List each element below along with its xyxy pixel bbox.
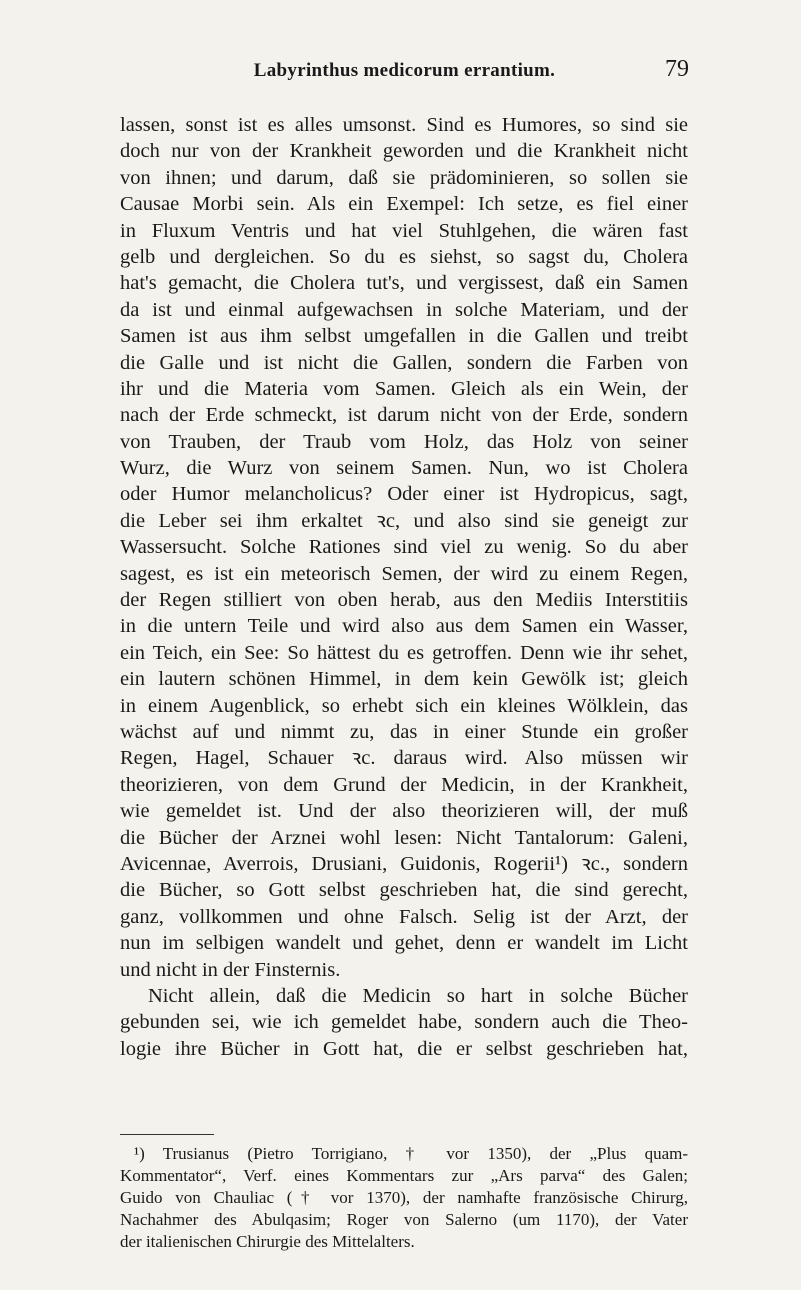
text-line: logie ihre Bücher in Gott hat, die er selbst geschrieben hat, <box>120 1037 688 1060</box>
text-line: Avicennae, Averrois, Drusiani, Guidonis, Rogerii¹) ꝛc., sondern <box>120 852 688 875</box>
page-number: 79 <box>665 56 689 82</box>
text-line: ganz, vollkommen und ohne Falsch. Selig ist der Arzt, der <box>120 905 688 928</box>
paragraph-start-line: Nicht allein, daß die Medicin so hart in solche Bücher <box>148 984 688 1007</box>
text-line: Wassersucht. Solche Rationes sind viel zu wenig. So du aber <box>120 536 688 559</box>
text-line: ein lautern schönen Himmel, in dem kein Gewölk ist; gleich <box>120 668 688 691</box>
text-line: oder Humor melancholicus? Oder einer ist Hydropicus, sagt, <box>120 483 688 506</box>
footnote <box>120 1143 688 1253</box>
text-line: gelb und dergleichen. So du es siehst, so sagst du, Cholera <box>120 245 688 268</box>
text-line: die Leber sei ihm erkaltet ꝛc, und also sind sie geneigt zur <box>120 509 688 532</box>
text-line: in die untern Teile und wird also aus dem Samen ein Wasser, <box>120 615 688 638</box>
text-line: Causae Morbi sein. Als ein Exempel: Ich setze, es fiel einer <box>120 193 688 216</box>
text-line: wächst auf und nimmt zu, das in einer Stunde ein großer <box>120 720 688 743</box>
text-line: die Bücher, so Gott selbst geschrieben hat, die sind gerecht, <box>120 879 688 902</box>
text-line: doch nur von der Krankheit geworden und die Krankheit nicht <box>120 140 688 163</box>
footnote-divider <box>120 1134 214 1135</box>
text-line: hat's gemacht, die Cholera tut's, und vergissest, daß ein Samen <box>120 272 688 295</box>
text-line: Samen ist aus ihm selbst umgefallen in die Gallen und treibt <box>120 325 688 348</box>
text-line: da ist und einmal aufgewachsen in solche Materiam, und der <box>120 298 688 321</box>
text-line: die Bücher der Arznei wohl lesen: Nicht Tantalorum: Galeni, <box>120 826 688 849</box>
text-line: Wurz, die Wurz von seinem Samen. Nun, wo ist Cholera <box>120 457 688 480</box>
text-line: von ihnen; und darum, daß sie prädominieren, so sollen sie <box>120 166 688 189</box>
text-line: von Trauben, der Traub vom Holz, das Holz von seiner <box>120 430 688 453</box>
footnote-line: der italienischen Chirurgie des Mittelalters. <box>120 1232 415 1251</box>
footnote-line: Guido von Chauliac († vor 1370), der namhafte französische Chirurg, <box>120 1188 688 1207</box>
footnote-line: Kommentator“, Verf. eines Kommentars zur „Ars parva“ des Galen; <box>120 1166 688 1185</box>
text-line: sagest, es ist ein meteorisch Semen, der wird zu einem Regen, <box>120 562 688 585</box>
footnote-line: Nachahmer des Abulqasim; Roger von Salerno (um 1170), der Vater <box>120 1210 688 1229</box>
text-line: Regen, Hagel, Schauer ꝛc. daraus wird. Also müssen wir <box>120 747 688 770</box>
text-line: nach der Erde schmeckt, ist darum nicht von der Erde, sondern <box>120 404 688 427</box>
text-line: lassen, sonst ist es alles umsonst. Sind es Humores, so sind sie <box>120 114 688 136</box>
footnote-line: ¹) Trusianus (Pietro Torrigiano, † vor 1350), der „Plus quam- <box>134 1144 688 1163</box>
running-header <box>120 56 689 94</box>
text-line: in Fluxum Ventris und hat viel Stuhlgehen, die wären fast <box>120 219 688 242</box>
running-title: Labyrinthus medicorum errantium. <box>253 60 556 81</box>
text-line: theorizieren, von dem Grund der Medicin, in der Krankheit, <box>120 773 688 796</box>
text-line: ein Teich, ein See: So hättest du es getroffen. Denn wie ihr sehet, <box>120 641 688 664</box>
body-text <box>120 112 688 1062</box>
text-line: in einem Augenblick, so erhebt sich ein kleines Wölklein, das <box>120 694 688 717</box>
paragraph-end-line: und nicht in der Finsternis. <box>120 958 341 981</box>
text-line: nun im selbigen wandelt und gehet, denn er wandelt im Licht <box>120 932 688 955</box>
text-line: die Galle und ist nicht die Gallen, sondern die Farben von <box>120 351 688 374</box>
text-line: wie gemeldet ist. Und der also theorizieren will, der muß <box>120 800 688 823</box>
text-line: der Regen stilliert von oben herab, aus den Mediis Interstitiis <box>120 589 688 612</box>
text-line: ihr und die Materia vom Samen. Gleich als ein Wein, der <box>120 377 688 400</box>
text-line: gebunden sei, wie ich gemeldet habe, sondern auch die Theo- <box>120 1011 688 1034</box>
